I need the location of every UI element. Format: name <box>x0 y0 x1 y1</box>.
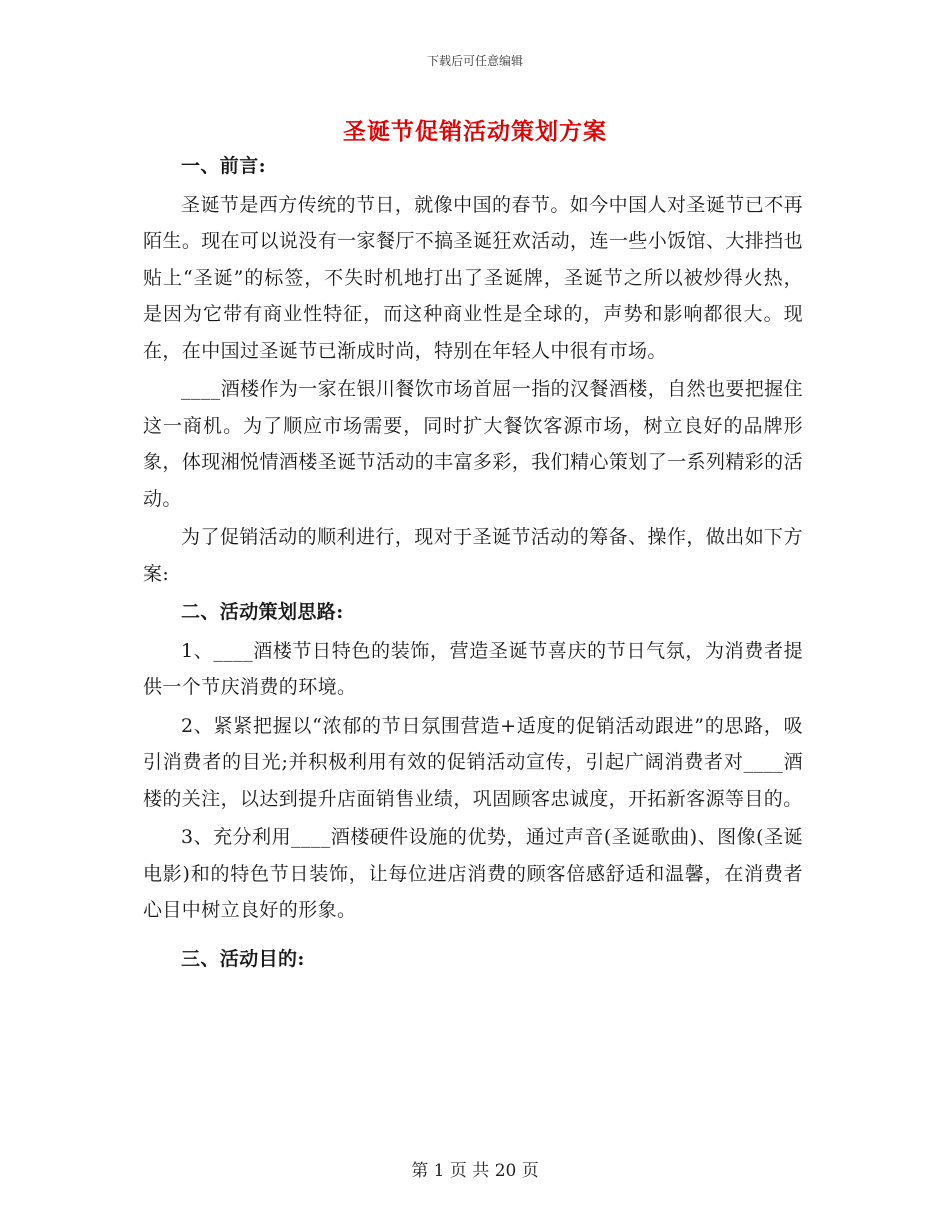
section-heading-planning-ideas: 二、活动策划思路: <box>181 601 344 623</box>
planning-idea-2: 2、紧紧把握以“浓郁的节日氛围营造+适度的促销活动跟进”的思路，吸引消费者的目光;并积极利用有效的促销活动宣传，引起广阔消费者对____酒楼的关注，以达到提升店面销售业绩，巩固顾客忠诚度，开拓新客源等目的。 <box>143 714 803 810</box>
document-body <box>143 148 803 979</box>
preface-paragraph-3: 为了促销活动的顺利进行，现对于圣诞节活动的筹备、操作，做出如下方案: <box>143 526 803 585</box>
section-heading-goals: 三、活动目的: <box>181 947 305 970</box>
section-heading-preface: 一、前言: <box>181 155 267 177</box>
planning-idea-3: 3、充分利用____酒楼硬件设施的优势，通过声音(圣诞歌曲)、图像(圣诞电影)和的特色节日装饰，让每位进店消费的顾客倍感舒适和温馨，在消费者心目中树立良好的形象。 <box>143 826 803 921</box>
planning-idea-1: 1、____酒楼节日特色的装饰，营造圣诞节喜庆的节日气氛，为消费者提供一个节庆消费的环境。 <box>143 639 803 698</box>
page-header-note: 下载后可任意编辑 <box>426 54 523 68</box>
preface-paragraph-2: ____酒楼作为一家在银川餐饮市场首屈一指的汉餐酒楼，自然也要把握住这一商机。为了顺应市场需要，同时扩大餐饮客源市场，树立良好的品牌形象，体现湘悦情酒楼圣诞节活动的丰富多彩，我们精心策划了一系列精彩的活动。 <box>143 378 803 510</box>
preface-paragraph-1: 圣诞节是西方传统的节日，就像中国的春节。如今中国人对圣诞节已不再陌生。现在可以说没有一家餐厅不搞圣诞狂欢活动，连一些小饭馆、大排挡也贴上“圣诞”的标签，不失时机地打出了圣诞牌，圣诞节之所以被炒得火热，是因为它带有商业性特征，而这种商业性是全球的，声势和影响都很大。现在，在中国过圣诞节已渐成时尚，特别在年轻人中很有市场。 <box>143 193 803 362</box>
document-title: 圣诞节促销活动策划方案 <box>343 118 607 145</box>
page-number: 第 1 页 共 20 页 <box>411 1161 539 1181</box>
